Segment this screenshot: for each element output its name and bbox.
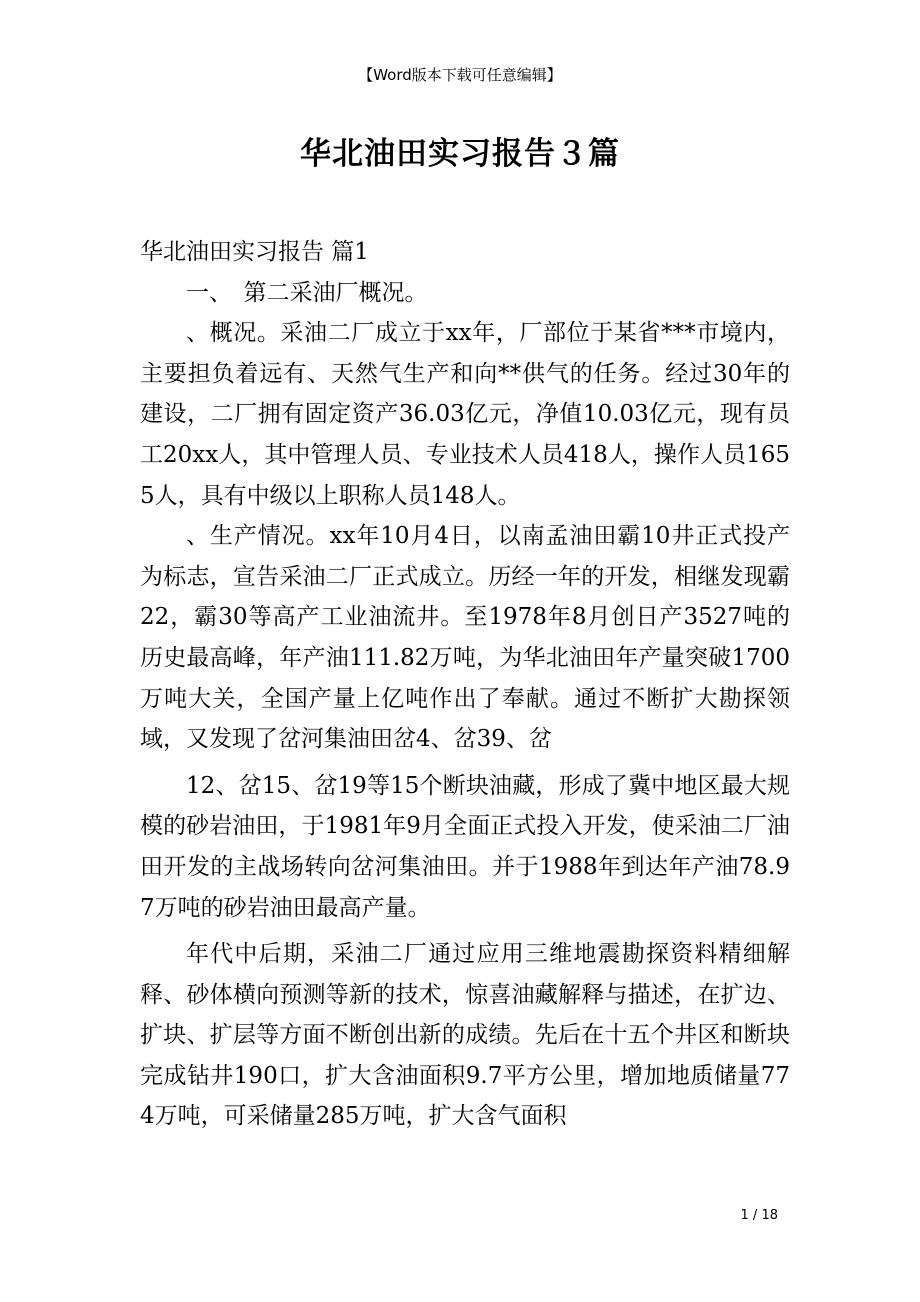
section-heading: 华北油田实习报告 篇1: [140, 239, 369, 265]
paragraph-production: 、生产情况。xx年10月4日，以南孟油田霸10井正式投产为标志，宣告采油二厂正式成立。历经一年的开发，相继发现霸22，霸30等高产工业油流井。至1978年8月创日产3527吨的历史最高峰，年产油111.82万吨，为华北油田年产量突破1700万吨大关，全国产量上亿吨作出了奉献。通过不断扩大勘探领域，又发现了岔河集油田岔4、岔39、岔: [140, 523, 790, 753]
page-number: 1 / 18: [740, 1208, 778, 1223]
paragraph-chahe-field: 12、岔15、岔19等15个断块油藏，形成了冀中地区最大规模的砂岩油田，于1981年9月全面正式投入开发，使采油二厂油田开发的主战场转向岔河集油田。并于1988年到达年产油78.97万吨的砂岩油田最高产量。: [140, 772, 790, 921]
paragraph-overview: 、概况。采油二厂成立于xx年，厂部位于某省***市境内，主要担负着远有、天然气生产和向**供气的任务。经过30年的建设，二厂拥有固定资产36.03亿元，净值10.03亿元，现有员工20xx人，其中管理人员、专业技术人员418人，操作人员1655人，具有中级以上职称人员148人。: [140, 320, 790, 509]
subsection-heading: 一、 第二采油厂概况。: [186, 279, 428, 306]
paragraph-later-period: 年代中后期，采油二厂通过应用三维地震勘探资料精细解释、砂体横向预测等新的技术，惊喜油藏解释与描述，在扩边、扩块、扩层等方面不断创出新的成绩。先后在十五个井区和断块完成钻井190口，扩大含油面积9.7平方公里，增加地质储量774万吨，可采储量285万吨，扩大含气面积: [140, 941, 790, 1130]
document-body: [140, 232, 790, 1137]
header-note: 【Word版本下载可任意编辑】: [358, 66, 562, 84]
document-title: 华北油田实习报告３篇: [300, 136, 620, 172]
